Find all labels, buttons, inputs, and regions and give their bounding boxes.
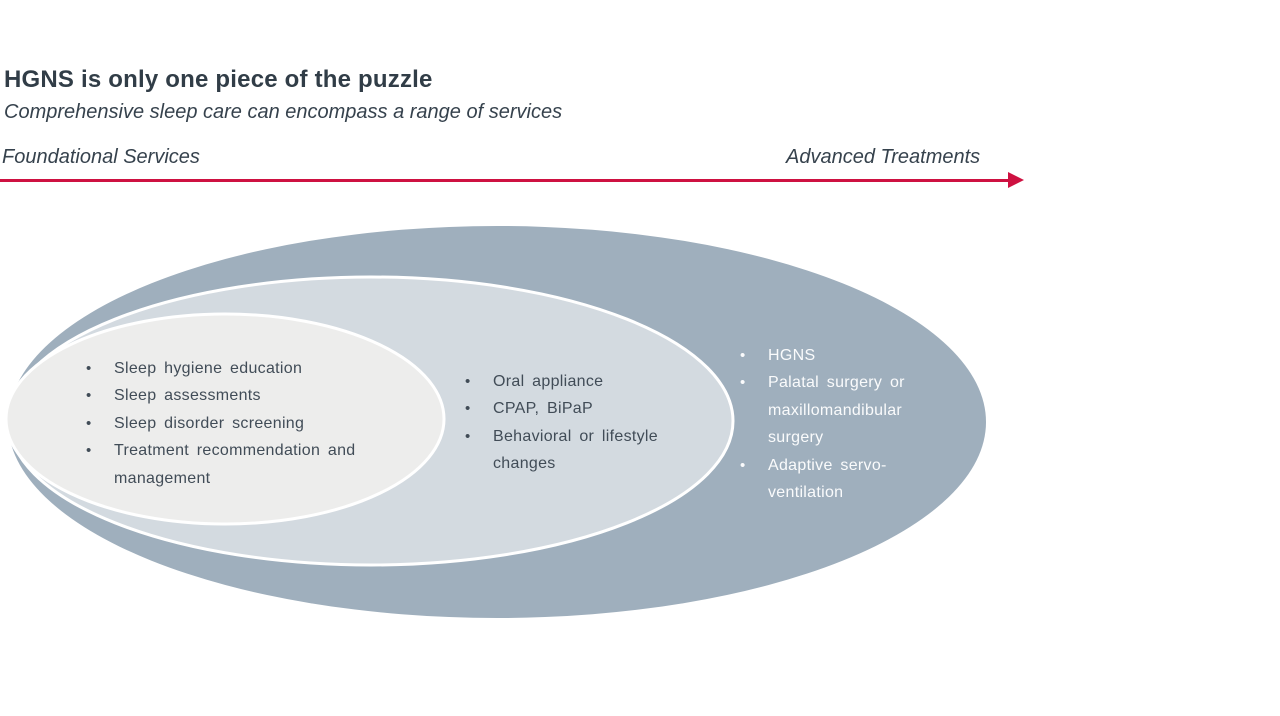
list-item: • Behavioral or lifestyle changes — [463, 423, 688, 478]
list-item: • Sleep assessments — [84, 382, 414, 409]
intermediate-treatments-list — [463, 368, 688, 478]
list-item: • Sleep disorder screening — [84, 410, 414, 437]
list-item: • Adaptive servo-ventilation — [738, 452, 938, 507]
list-item: • Oral appliance — [463, 368, 688, 395]
advanced-treatments-list — [738, 342, 938, 506]
slide-title: HGNS is only one piece of the puzzle — [4, 66, 433, 93]
list-item: • Sleep hygiene education — [84, 355, 414, 382]
list-item: • CPAP, BiPaP — [463, 395, 688, 422]
axis-label-foundational-services: Foundational Services — [2, 146, 200, 168]
list-item: • HGNS — [738, 342, 938, 369]
slide-subtitle: Comprehensive sleep care can encompass a range of services — [4, 101, 563, 123]
list-item: • Treatment recommendation and management — [84, 437, 414, 492]
list-item: • Palatal surgery or maxillomandibular surgery — [738, 369, 938, 451]
axis-label-advanced-treatments: Advanced Treatments — [786, 146, 981, 168]
foundational-services-list — [84, 355, 414, 492]
